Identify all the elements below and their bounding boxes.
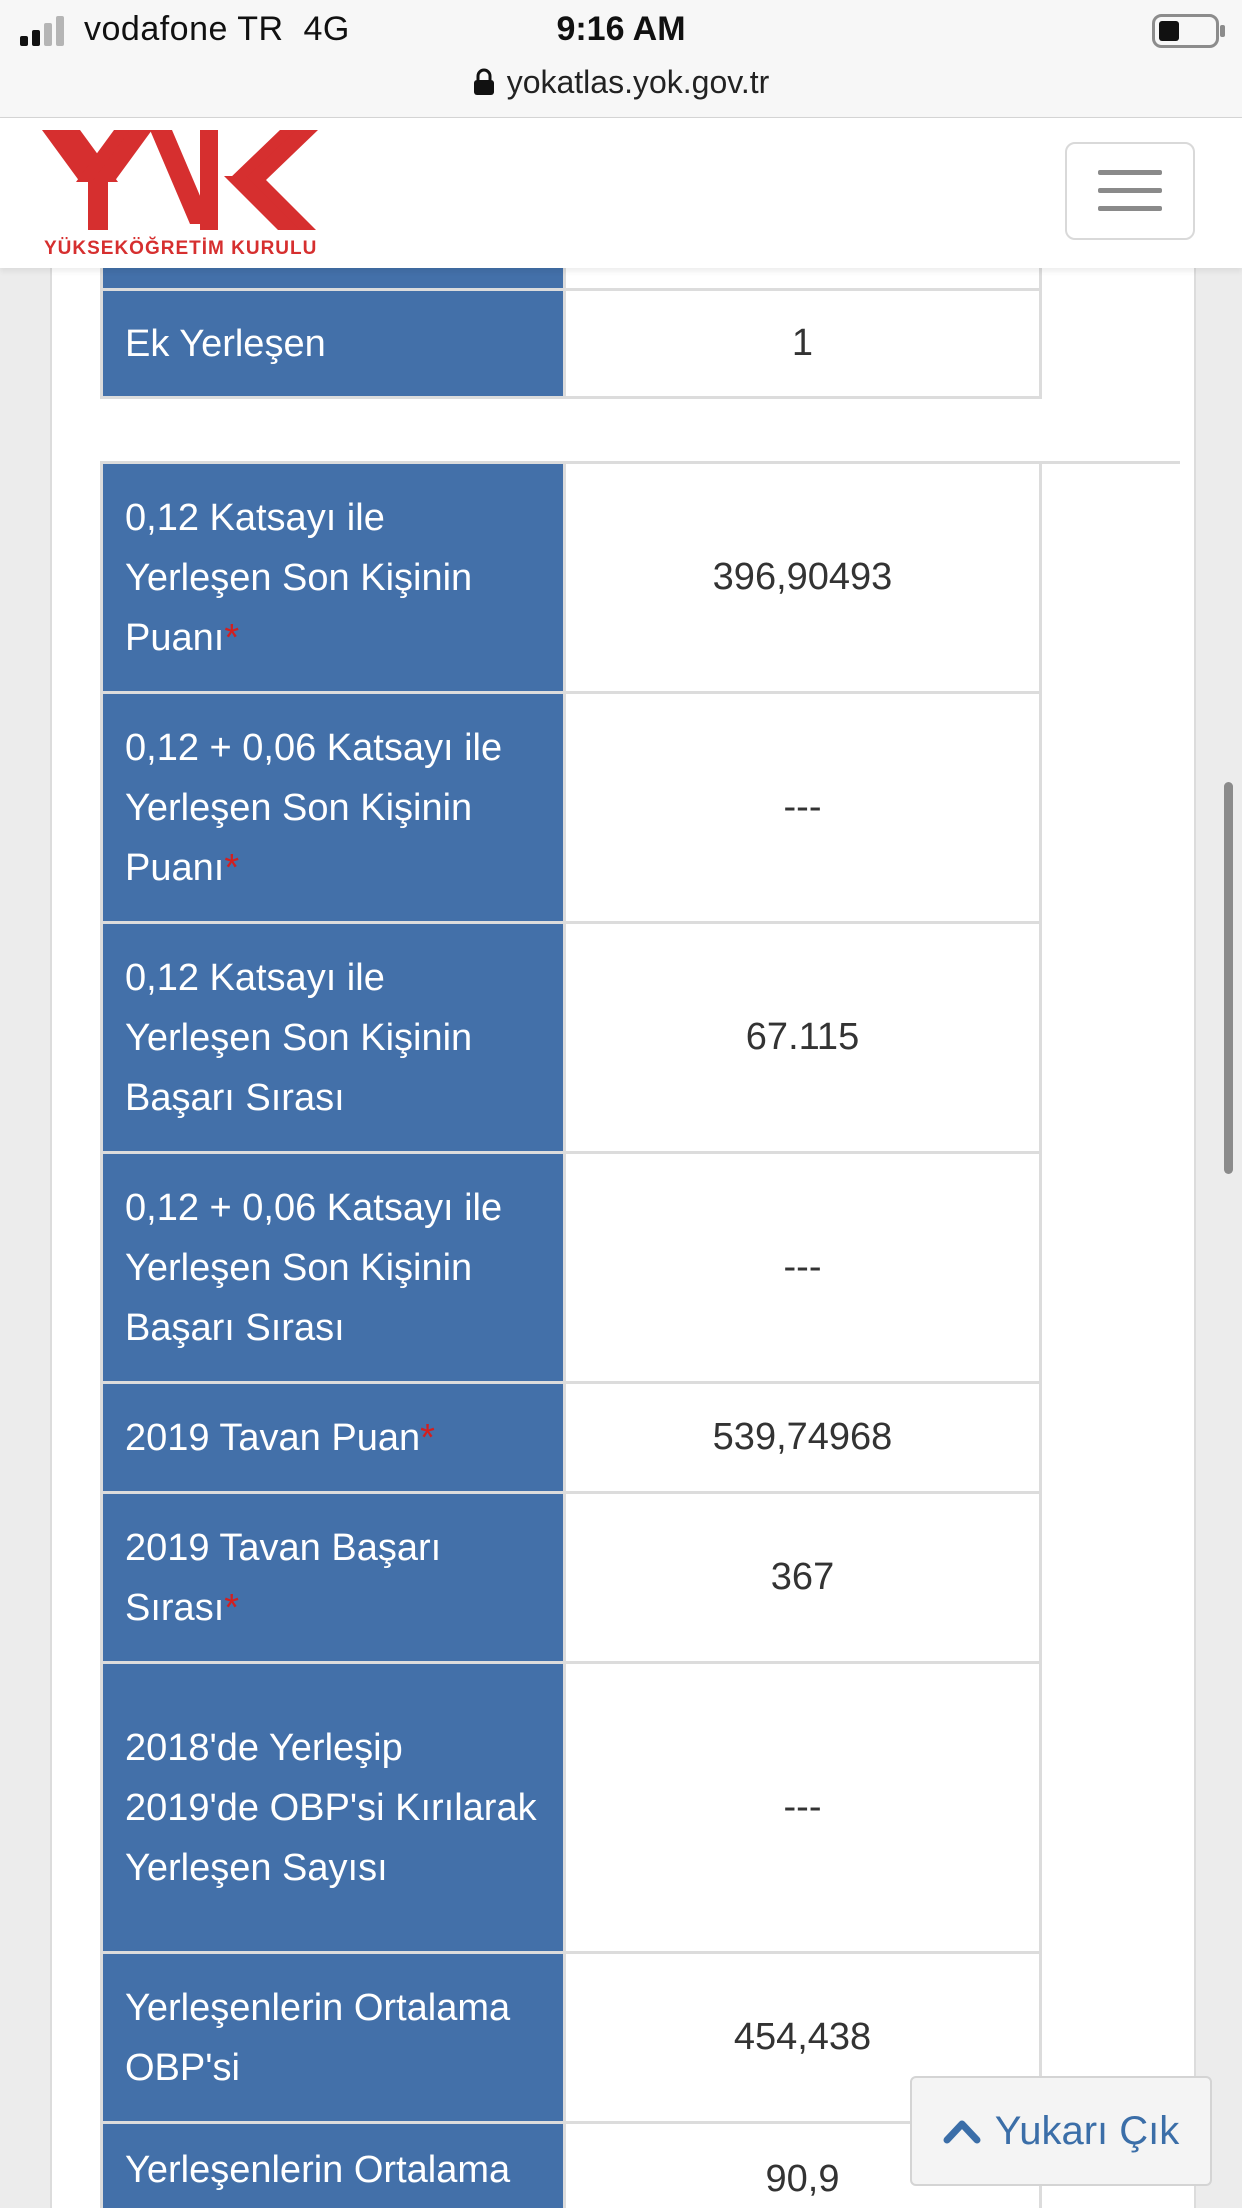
table-value-cell — [566, 1494, 1042, 1664]
hamburger-icon-bar — [1098, 206, 1162, 211]
row-value: --- — [783, 1786, 822, 1828]
table-label-cell — [100, 2124, 566, 2208]
table-label-cell — [100, 1954, 566, 2124]
table-row — [100, 291, 1180, 399]
menu-toggle-button[interactable] — [1065, 142, 1195, 240]
row-label: 2019 Tavan Başarı Sırası* — [125, 1526, 442, 1629]
yok-logo[interactable] — [40, 124, 330, 264]
table-value-cell — [566, 1154, 1042, 1384]
row-label: 0,12 + 0,06 Katsayı ile Yerleşen Son Kişinin Puanı* — [125, 726, 503, 889]
hamburger-icon — [1098, 170, 1162, 175]
row-value: --- — [783, 1246, 822, 1288]
clock: 9:16 AM — [556, 10, 686, 48]
chevron-up-icon — [943, 2116, 981, 2146]
row-value: 67.115 — [745, 1016, 860, 1058]
table-row — [100, 1494, 1180, 1664]
status-bar — [0, 0, 1242, 118]
battery-icon — [1152, 14, 1226, 48]
lock-icon — [473, 68, 495, 96]
row-label: 0,12 Katsayı ile Yerleşen Son Kişinin Puanı* — [125, 496, 473, 659]
row-label: Yerleşenlerin Ortalama — [125, 2149, 511, 2191]
logo-text: YÜKSEKÖĞRETİM KURULU — [44, 238, 318, 259]
info-table-top — [100, 252, 1180, 399]
table-row — [100, 694, 1180, 924]
table-label-cell — [100, 1664, 566, 1954]
page-scrollbar[interactable] — [1224, 782, 1233, 1174]
table-label-cell — [100, 1154, 566, 1384]
row-label: 0,12 Katsayı ile Yerleşen Son Kişinin Başarı Sırası — [125, 956, 473, 1119]
scroll-to-top-button[interactable] — [910, 2076, 1212, 2186]
table-value-cell — [566, 291, 1042, 399]
row-label: Yerleşenlerin Ortalama OBP'si — [125, 1986, 511, 2089]
row-value: --- — [783, 786, 822, 828]
hamburger-icon-bar — [1098, 188, 1162, 193]
table-label-cell — [100, 924, 566, 1154]
required-marker: * — [420, 1416, 435, 1459]
table-label-cell — [100, 694, 566, 924]
table-label-cell — [100, 291, 566, 399]
row-value: 396,90493 — [712, 556, 893, 598]
table-label-cell — [100, 1494, 566, 1664]
table-value-cell — [566, 694, 1042, 924]
table-label-cell — [100, 1384, 566, 1494]
row-value: 1 — [791, 322, 814, 364]
info-table-main — [100, 461, 1180, 2208]
table-value-cell — [566, 464, 1042, 694]
table-row — [100, 1384, 1180, 1494]
table-row — [100, 464, 1180, 694]
required-marker: * — [224, 1586, 240, 1629]
row-label: Ek Yerleşen — [125, 322, 326, 365]
table-label-cell — [100, 464, 566, 694]
row-label: 2018'de Yerleşip 2019'de OBP'si Kırılarak Yerleşen Sayısı — [125, 1726, 537, 1889]
row-label: 2019 Tavan Puan* — [125, 1416, 435, 1459]
row-value: 454,438 — [733, 2016, 872, 2058]
row-label: 0,12 + 0,06 Katsayı ile Yerleşen Son Kişinin Başarı Sırası — [125, 1186, 503, 1349]
url-text[interactable]: yokatlas.yok.gov.tr — [506, 63, 770, 100]
table-value-cell — [566, 924, 1042, 1154]
yok-logo-icon — [40, 124, 330, 236]
table-row — [100, 1664, 1180, 1954]
table-row — [100, 924, 1180, 1154]
row-value: 367 — [770, 1556, 835, 1598]
address-bar[interactable] — [0, 60, 1242, 104]
table-value-cell — [566, 1384, 1042, 1494]
table-row — [100, 1154, 1180, 1384]
scroll-to-top-label: Yukarı Çık — [994, 2108, 1180, 2153]
carrier-label: vodafone TR 4G — [84, 10, 350, 48]
row-value: 90,9 — [765, 2158, 840, 2200]
row-value: 539,74968 — [712, 1416, 893, 1458]
required-marker: * — [224, 616, 240, 659]
required-marker: * — [224, 846, 240, 889]
table-value-cell — [566, 1664, 1042, 1954]
site-header — [0, 118, 1242, 268]
